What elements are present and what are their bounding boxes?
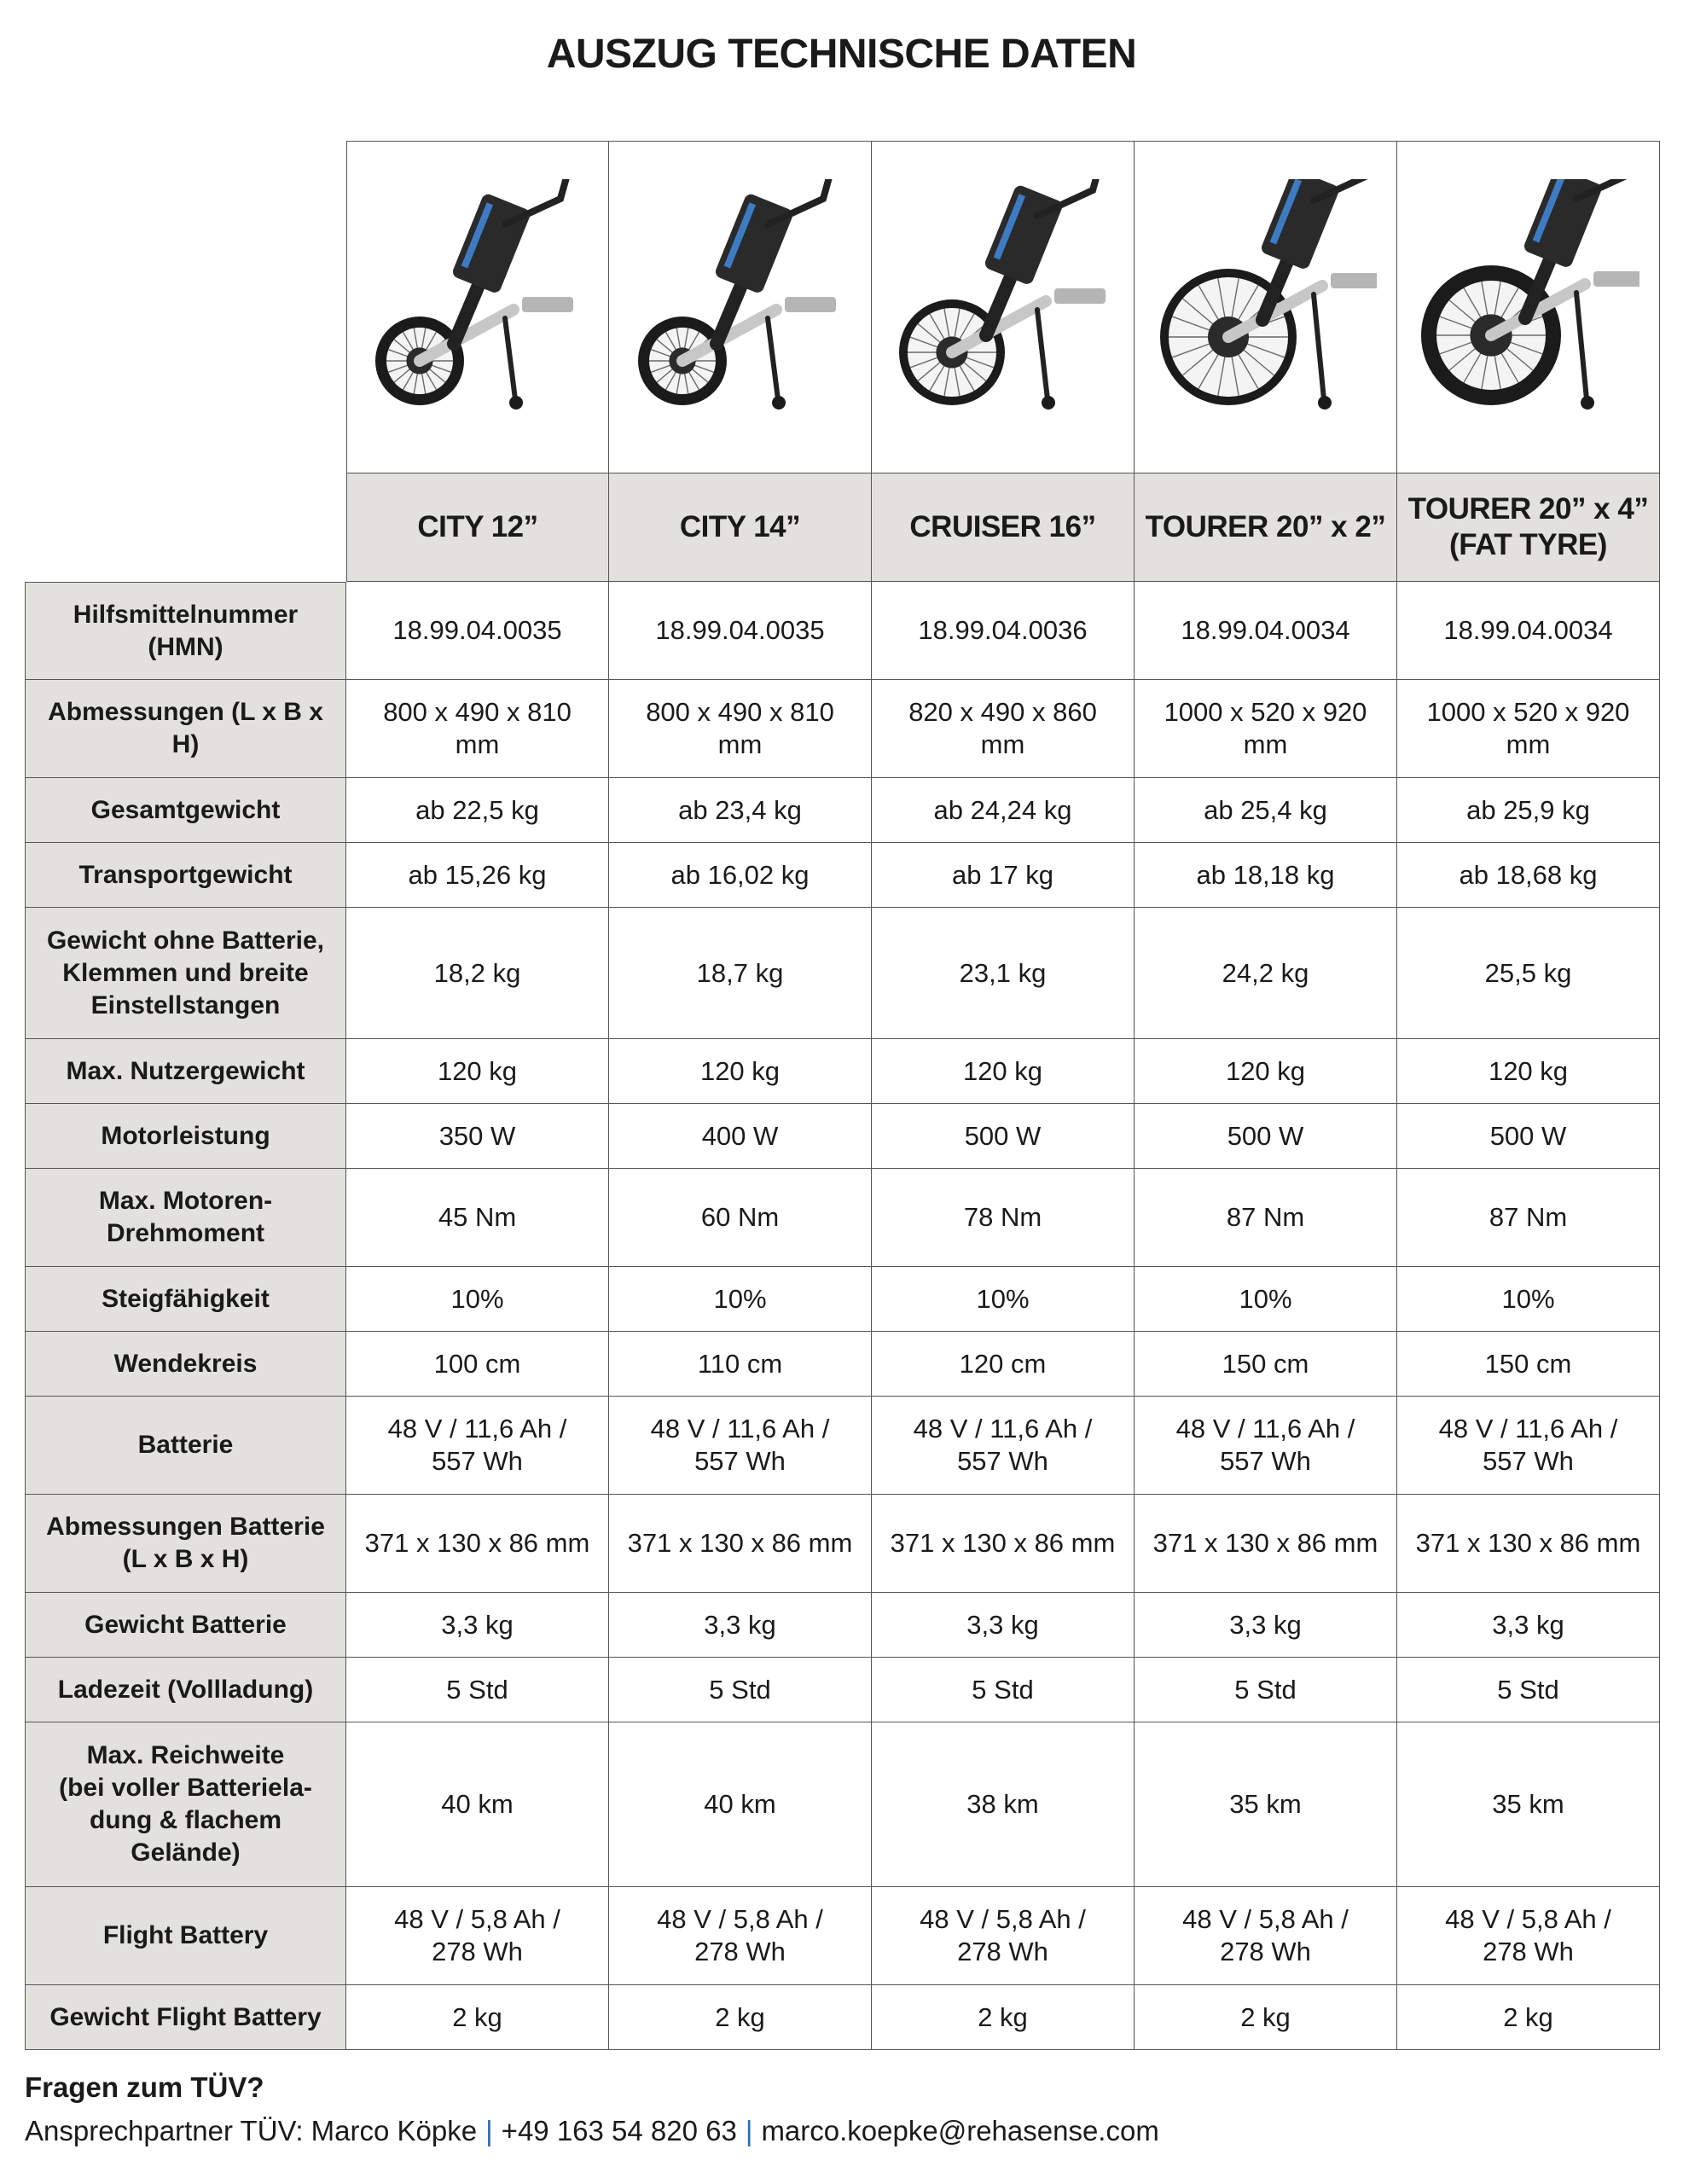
spec-value: 3,3 kg (346, 1593, 609, 1658)
spec-table (25, 141, 1660, 2046)
tourer-20x2-handbike-image (1155, 179, 1377, 435)
spec-value: 87 Nm (1397, 1169, 1660, 1267)
spec-value: 2 kg (1397, 1985, 1660, 2050)
row-label: Ladezeit (Vollladung) (25, 1658, 346, 1722)
spec-value: 18.99.04.0034 (1135, 582, 1397, 680)
spec-value: 110 cm (609, 1332, 872, 1397)
spec-value: 5 Std (872, 1658, 1135, 1722)
spec-value: 350 W (346, 1104, 609, 1169)
spec-value: 371 x 130 x 86 mm (609, 1495, 872, 1593)
row-label: Abmessungen Batterie (L x B x H) (25, 1495, 346, 1593)
spec-value: 60 Nm (609, 1169, 872, 1267)
city-12-handbike-image (367, 179, 589, 435)
spec-value: ab 15,26 kg (346, 843, 609, 908)
product-name-header: CITY 14” (609, 473, 872, 582)
row-label: Gesamtgewicht (25, 778, 346, 843)
spec-value: 3,3 kg (872, 1593, 1135, 1658)
spec-value: ab 18,18 kg (1135, 843, 1397, 908)
spec-value: 3,3 kg (1135, 1593, 1397, 1658)
page-title: AUSZUG TECHNISCHE DATEN (546, 32, 1137, 77)
spec-value: 2 kg (872, 1985, 1135, 2050)
tourer-20x4-handbike-image (1418, 179, 1639, 435)
spec-value: 5 Std (1135, 1658, 1397, 1722)
spec-value: 78 Nm (872, 1169, 1135, 1267)
spec-value: 10% (346, 1267, 609, 1332)
separator: | (485, 2115, 493, 2146)
spec-value: 24,2 kg (1135, 908, 1397, 1039)
spec-value: 48 V / 11,6 Ah / 557 Wh (872, 1397, 1135, 1495)
row-label: Gewicht ohne Batterie, Klemmen und breite Einstellstangen (25, 908, 346, 1039)
spec-value: 48 V / 11,6 Ah / 557 Wh (1397, 1397, 1660, 1495)
spec-value: 25,5 kg (1397, 908, 1660, 1039)
spec-value: 48 V / 5,8 Ah / 278 Wh (346, 1887, 609, 1985)
spec-value: 40 km (609, 1722, 872, 1887)
spec-value: 48 V / 11,6 Ah / 557 Wh (1135, 1397, 1397, 1495)
spec-value: 18,2 kg (346, 908, 609, 1039)
spec-value: 48 V / 5,8 Ah / 278 Wh (872, 1887, 1135, 1985)
product-name-header: TOURER 20” x 2” (1135, 473, 1397, 582)
spec-value: 1000 x 520 x 920 mm (1397, 680, 1660, 778)
spec-value: 18.99.04.0036 (872, 582, 1135, 680)
spec-value: 10% (609, 1267, 872, 1332)
spec-value: ab 23,4 kg (609, 778, 872, 843)
spec-value: 120 kg (872, 1039, 1135, 1104)
product-name-header: CRUISER 16” (872, 473, 1135, 582)
spec-value: 2 kg (1135, 1985, 1397, 2050)
spec-value: 10% (1135, 1267, 1397, 1332)
spec-value: ab 22,5 kg (346, 778, 609, 843)
spec-value: ab 17 kg (872, 843, 1135, 908)
spec-value: 3,3 kg (609, 1593, 872, 1658)
spec-value: 18.99.04.0034 (1397, 582, 1660, 680)
row-label: Gewicht Batterie (25, 1593, 346, 1658)
blank-corner (25, 473, 346, 582)
spec-value: 10% (1397, 1267, 1660, 1332)
row-label: Wendekreis (25, 1332, 346, 1397)
row-label: Motorleistung (25, 1104, 346, 1169)
spec-value: 120 kg (1397, 1039, 1660, 1104)
contact-label: Ansprechpartner TÜV: Marco Köpke (25, 2115, 478, 2146)
product-image-cell (609, 141, 872, 473)
spec-value: 18.99.04.0035 (609, 582, 872, 680)
spec-value: 5 Std (1397, 1658, 1660, 1722)
spec-value: 40 km (346, 1722, 609, 1887)
spec-value: 800 x 490 x 810 mm (609, 680, 872, 778)
email-link[interactable]: marco.koepke@rehasense.com (761, 2115, 1159, 2146)
spec-value: 87 Nm (1135, 1169, 1397, 1267)
spec-value: 100 cm (346, 1332, 609, 1397)
row-label: Max. Reichweite (bei voller Batteriela- dung & flachem Gelände) (25, 1722, 346, 1887)
spec-value: 1000 x 520 x 920 mm (1135, 680, 1397, 778)
row-label: Flight Battery (25, 1887, 346, 1985)
spec-value: 48 V / 11,6 Ah / 557 Wh (609, 1397, 872, 1495)
phone-number[interactable]: +49 163 54 820 63 (501, 2115, 737, 2146)
spec-value: 5 Std (346, 1658, 609, 1722)
spec-value: ab 24,24 kg (872, 778, 1135, 843)
spec-value: 820 x 490 x 860 mm (872, 680, 1135, 778)
spec-value: 150 cm (1397, 1332, 1660, 1397)
row-label: Hilfsmittelnummer (HMN) (25, 582, 346, 680)
spec-value: 500 W (1135, 1104, 1397, 1169)
spec-value: ab 25,9 kg (1397, 778, 1660, 843)
spec-value: 48 V / 11,6 Ah / 557 Wh (346, 1397, 609, 1495)
product-image-cell (872, 141, 1135, 473)
row-label: Transportgewicht (25, 843, 346, 908)
spec-value: 120 cm (872, 1332, 1135, 1397)
spec-value: 18,7 kg (609, 908, 872, 1039)
row-label: Abmessungen (L x B x H) (25, 680, 346, 778)
row-label: Max. Nutzergewicht (25, 1039, 346, 1104)
spec-value: 120 kg (609, 1039, 872, 1104)
blank-corner (25, 141, 346, 473)
spec-value: 48 V / 5,8 Ah / 278 Wh (1135, 1887, 1397, 1985)
spec-value: 800 x 490 x 810 mm (346, 680, 609, 778)
spec-value: ab 16,02 kg (609, 843, 872, 908)
spec-value: 48 V / 5,8 Ah / 278 Wh (609, 1887, 872, 1985)
spec-value: 150 cm (1135, 1332, 1397, 1397)
spec-value: 23,1 kg (872, 908, 1135, 1039)
product-name-header: TOURER 20” x 4” (FAT TYRE) (1397, 473, 1660, 582)
cruiser-16-handbike-image (892, 179, 1114, 435)
spec-value: 38 km (872, 1722, 1135, 1887)
product-name-header: CITY 12” (346, 473, 609, 582)
spec-value: 35 km (1135, 1722, 1397, 1887)
spec-value: ab 18,68 kg (1397, 843, 1660, 908)
spec-value: ab 25,4 kg (1135, 778, 1397, 843)
spec-value: 5 Std (609, 1658, 872, 1722)
separator: | (745, 2115, 753, 2146)
spec-value: 2 kg (609, 1985, 872, 2050)
product-image-cell (346, 141, 609, 473)
spec-value: 3,3 kg (1397, 1593, 1660, 1658)
row-label: Max. Motoren- Drehmoment (25, 1169, 346, 1267)
spec-value: 500 W (872, 1104, 1135, 1169)
spec-value: 371 x 130 x 86 mm (872, 1495, 1135, 1593)
spec-value: 35 km (1397, 1722, 1660, 1887)
footer-contact (25, 2115, 1159, 2147)
spec-value: 400 W (609, 1104, 872, 1169)
spec-value: 371 x 130 x 86 mm (346, 1495, 609, 1593)
spec-value: 18.99.04.0035 (346, 582, 609, 680)
product-image-cell (1397, 141, 1660, 473)
product-image-cell (1135, 141, 1397, 473)
spec-value: 2 kg (346, 1985, 609, 2050)
spec-value: 45 Nm (346, 1169, 609, 1267)
spec-value: 371 x 130 x 86 mm (1135, 1495, 1397, 1593)
spec-value: 10% (872, 1267, 1135, 1332)
row-label: Steigfähigkeit (25, 1267, 346, 1332)
spec-value: 500 W (1397, 1104, 1660, 1169)
spec-value: 120 kg (346, 1039, 609, 1104)
spec-value: 48 V / 5,8 Ah / 278 Wh (1397, 1887, 1660, 1985)
row-label: Batterie (25, 1397, 346, 1495)
spec-value: 371 x 130 x 86 mm (1397, 1495, 1660, 1593)
city-14-handbike-image (630, 179, 851, 435)
row-label: Gewicht Flight Battery (25, 1985, 346, 2050)
footer-question: Fragen zum TÜV? (25, 2071, 264, 2103)
spec-value: 120 kg (1135, 1039, 1397, 1104)
